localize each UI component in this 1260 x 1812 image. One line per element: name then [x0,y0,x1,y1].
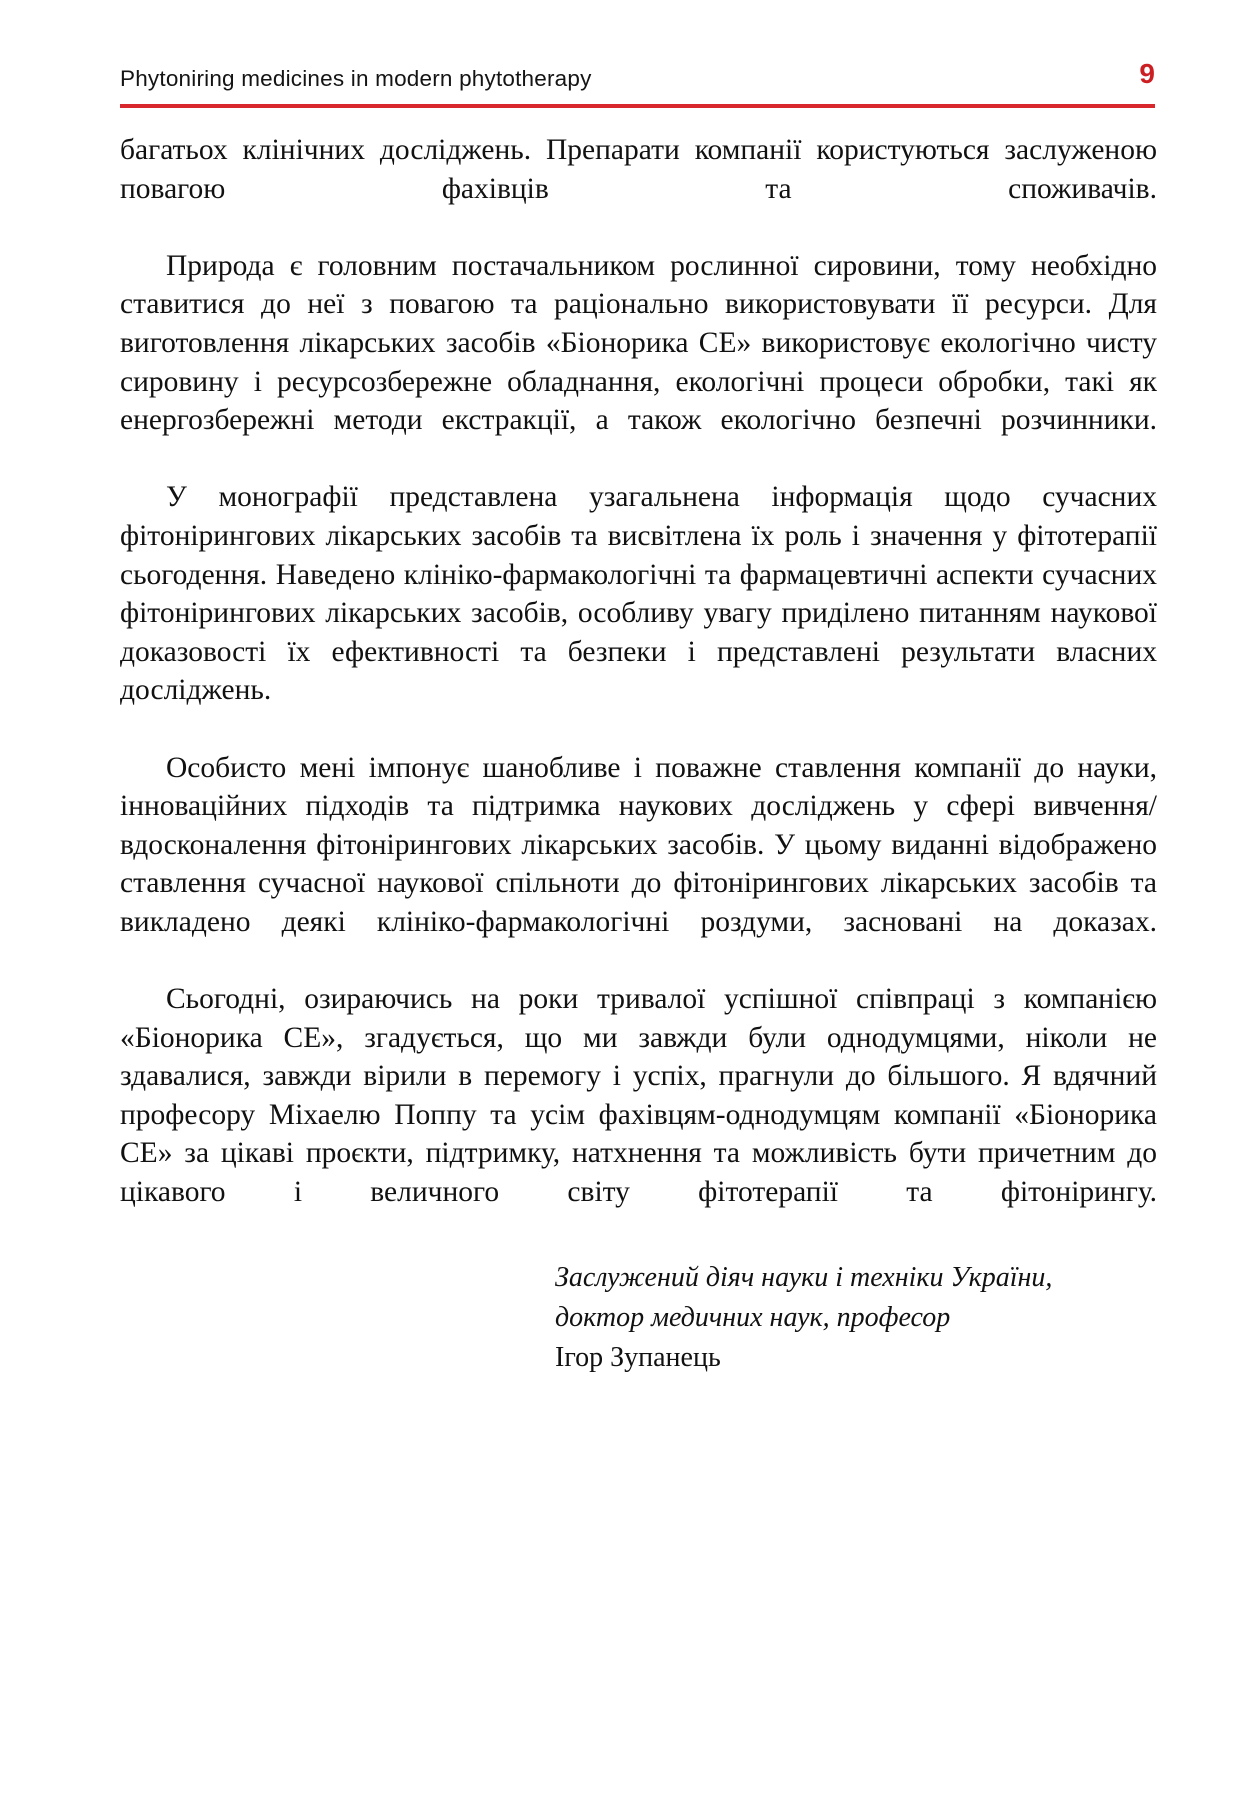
paragraph: Сьогодні, озираючись на роки тривалої успішної співпраці з компанією «Біонорика СЕ», згадується, що ми завжди були однодумцями, ніколи не здавалися, завжди вірили в перемогу і успіх, прагнули до більшого. Я вдячний професору Міхаелю Поппу та усім фахівцям-однодумцям компанії «Біонорика СЕ» за цікаві проєкти, підтримку, натхнення та можливість бути причетним до цікавого і величного світу фітотерапії та фітонірингу. [120,983,1157,1209]
paragraph: багатьох клінічних досліджень. Препарати компанії користуються заслуженою повагою фахівців та споживачів. [120,134,1157,205]
header-rule [120,104,1155,108]
paragraph: Природа є головним постачальником рослинної сировини, тому необхідно ставитися до неї з повагою та раціонально використовувати її ресурси. Для виготовлення лікарських засобів «Біонорика СЕ» використовує екологічно чисту сировину і ресурсозбережне обладнання, екологічні процеси обробки, такі як енергозбережні методи екстракції, а також екологічно безпечні розчинники. [120,249,1157,437]
paragraph: Особисто мені імпонує шанобливе і поважне ставлення компанії до науки, інноваційних підходів та підтримка наукових досліджень у сфері вивчення/вдосконалення фітонірингових лікарських засобів. У цьому виданні відображено ставлення сучасної наукової спільноти до фітонірингових лікарських засобів та викладено деякі клініко-фармакологічні роздуми, засновані на доказах. [120,751,1157,938]
running-head-title: Phytoniring medicines in modern phytotherapy [120,66,592,91]
paragraph: У монографії представлена узагальнена інформація щодо сучасних фітонірингових лікарських засобів та висвітлена їх роль і значення у фітотерапії сьогодення. Наведено клініко-фармакологічні та фармацевтичні аспекти сучасних фітонірингових лікарських засобів, особливу увагу приділено питанням наукової доказовості їх ефективності та безпеки і представлені результати власних досліджень. [120,481,1157,707]
body-text [120,131,1157,1250]
signature-title-line-2: доктор медичних наук, професор [555,1302,951,1333]
page-number: 9 [1139,58,1155,89]
signature-title-line-1: Заслужений діяч науки і техніки України, [555,1262,1053,1293]
signature-name: Ігор Зупанець [555,1342,721,1373]
signature-block [555,1258,1115,1378]
